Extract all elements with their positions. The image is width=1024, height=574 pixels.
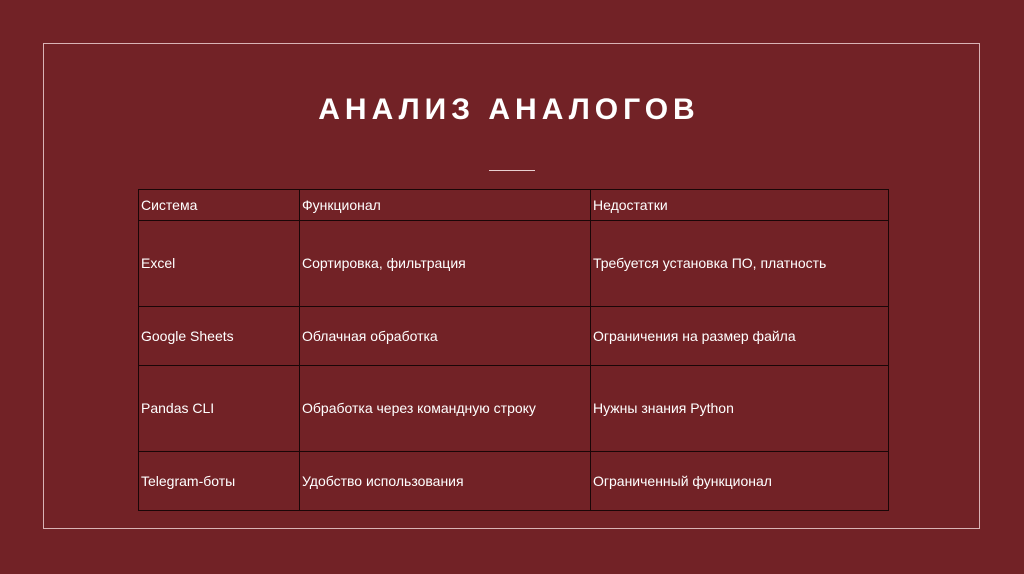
table-cell-functionality: Облачная обработка	[300, 307, 591, 366]
header-cell-system: Система	[139, 190, 300, 221]
table-header-row	[139, 190, 889, 221]
table-row	[139, 307, 889, 366]
table-cell-system: Telegram-боты	[139, 452, 300, 511]
table-cell-drawbacks: Ограничения на размер файла	[591, 307, 889, 366]
table-cell-system: Google Sheets	[139, 307, 300, 366]
table-cell-functionality: Удобство использования	[300, 452, 591, 511]
analogs-table	[138, 189, 889, 511]
table-cell-drawbacks: Нужны знания Python	[591, 366, 889, 452]
title-divider	[489, 170, 535, 171]
table-cell-system: Excel	[139, 221, 300, 307]
table-row	[139, 221, 889, 307]
header-cell-functionality: Функционал	[300, 190, 591, 221]
header-cell-drawbacks: Недостатки	[591, 190, 889, 221]
slide-title: АНАЛИЗ АНАЛОГОВ	[318, 93, 700, 126]
table-row	[139, 452, 889, 511]
table-cell-drawbacks: Требуется установка ПО, платность	[591, 221, 889, 307]
table-cell-drawbacks: Ограниченный функционал	[591, 452, 889, 511]
table-cell-functionality: Сортировка, фильтрация	[300, 221, 591, 307]
table-cell-system: Pandas CLI	[139, 366, 300, 452]
table-row	[139, 366, 889, 452]
table-cell-functionality: Обработка через командную строку	[300, 366, 591, 452]
